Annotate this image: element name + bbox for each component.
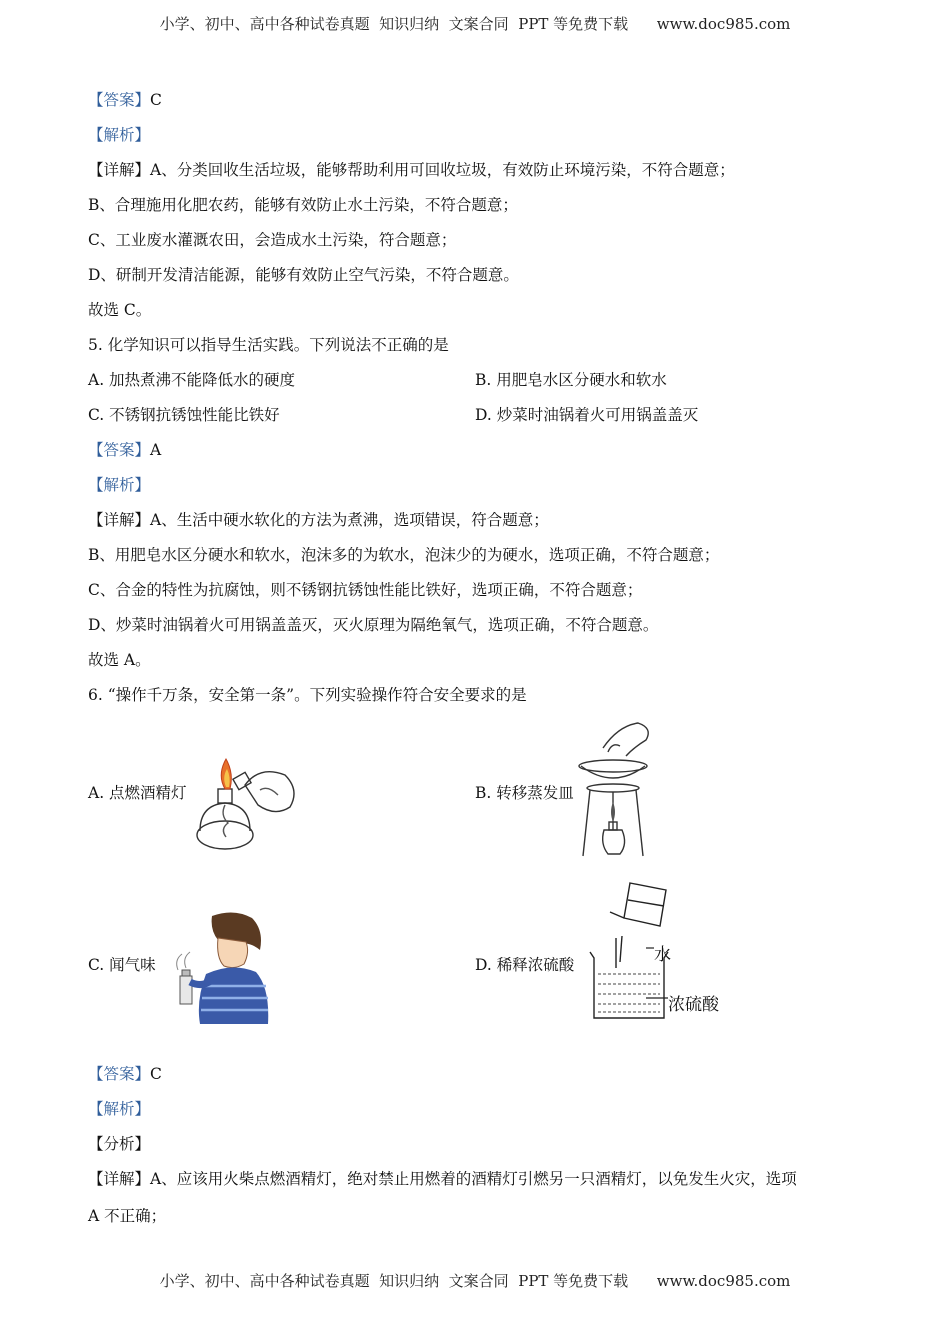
smell-gas-figure bbox=[172, 908, 272, 1026]
footer-text: 小学、初中、高中各种试卷真题 知识归纳 文案合同 PPT 等免费下载 bbox=[159, 1272, 629, 1290]
answer-tag: 【答案】 bbox=[88, 441, 151, 459]
q5-option-b: B. 用肥皂水区分硬水和软水 bbox=[475, 371, 667, 389]
q5-detail-line: C、合金的特性为抗腐蚀，则不锈钢抗锈蚀性能比铁好，选项正确，不符合题意； bbox=[88, 581, 643, 599]
water-label: 水 bbox=[654, 945, 671, 965]
detail-tag: 【详解】 bbox=[88, 161, 151, 179]
evaporating-dish-figure bbox=[578, 718, 658, 860]
detail-tag: 【详解】 bbox=[88, 511, 151, 529]
q4-detail-line: C、工业废水灌溉农田，会造成水土污染，符合题意； bbox=[88, 231, 457, 249]
q4-detail-line: B、合理施用化肥农药，能够有效防止水土污染，不符合题意； bbox=[88, 196, 518, 214]
q5-detail-line: B、用肥皂水区分硬水和软水，泡沫多的为软水，泡沫少的为硬水，选项正确，不符合题意； bbox=[88, 546, 720, 564]
q4-conclusion: 故选 C。 bbox=[88, 301, 152, 319]
detail-tag: 【详解】 bbox=[88, 1170, 151, 1188]
answer-value: C bbox=[150, 91, 162, 109]
q5-conclusion: 故选 A。 bbox=[88, 651, 151, 669]
q4-analysis-tag: 【解析】 bbox=[88, 126, 151, 144]
q6-answer bbox=[88, 1064, 162, 1084]
q5-stem: 5. 化学知识可以指导生活实践。下列说法不正确的是 bbox=[88, 336, 449, 354]
q4-detail-line: D、研制开发清洁能源，能够有效防止空气污染，不符合题意。 bbox=[88, 266, 519, 284]
footer-site: www.doc985.com bbox=[656, 1272, 791, 1290]
q6-option-c: C. 闻气味 bbox=[88, 956, 156, 974]
q6-detail-line bbox=[88, 1169, 797, 1189]
page-header bbox=[0, 13, 950, 34]
q5-answer bbox=[88, 440, 161, 460]
q5-option-c: C. 不锈钢抗锈蚀性能比铁好 bbox=[88, 406, 280, 424]
answer-tag: 【答案】 bbox=[88, 91, 151, 109]
detail-text: A、分类回收生活垃圾，能够帮助利用可回收垃圾，有效防止环境污染，不符合题意； bbox=[150, 161, 735, 179]
q4-answer bbox=[88, 90, 162, 110]
page-footer bbox=[0, 1270, 950, 1291]
acid-label: 浓硫酸 bbox=[668, 995, 719, 1015]
q5-detail-line bbox=[88, 510, 549, 530]
dilute-acid-figure bbox=[580, 878, 725, 1023]
answer-tag: 【答案】 bbox=[88, 1065, 151, 1083]
q5-analysis-tag: 【解析】 bbox=[88, 476, 151, 494]
header-site: www.doc985.com bbox=[656, 15, 791, 33]
q6-analysis2-tag: 【分析】 bbox=[88, 1135, 151, 1153]
alcohol-lamp-figure bbox=[190, 745, 305, 855]
q6-analysis-tag: 【解析】 bbox=[88, 1100, 151, 1118]
q4-detail-line bbox=[88, 160, 735, 180]
q5-detail-line: D、炒菜时油锅着火可用锅盖盖灭，灭火原理为隔绝氧气，选项正确，不符合题意。 bbox=[88, 616, 659, 634]
q5-option-a: A. 加热煮沸不能降低水的硬度 bbox=[88, 371, 296, 389]
q6-detail-line: A 不正确； bbox=[88, 1207, 167, 1225]
q6-option-d: D. 稀释浓硫酸 bbox=[475, 956, 575, 974]
answer-value: A bbox=[150, 441, 162, 459]
header-text: 小学、初中、高中各种试卷真题 知识归纳 文案合同 PPT 等免费下载 bbox=[159, 15, 629, 33]
q6-option-b: B. 转移蒸发皿 bbox=[475, 784, 574, 802]
detail-text: A、生活中硬水软化的方法为煮沸，选项错误，符合题意； bbox=[150, 511, 549, 529]
answer-value: C bbox=[150, 1065, 162, 1083]
q5-option-d: D. 炒菜时油锅着火可用锅盖盖灭 bbox=[475, 406, 699, 424]
q6-stem: 6. “操作千万条，安全第一条”。下列实验操作符合安全要求的是 bbox=[88, 686, 527, 704]
detail-text: A、应该用火柴点燃酒精灯，绝对禁止用燃着的酒精灯引燃另一只酒精灯，以免发生火灾，选项 bbox=[150, 1170, 797, 1188]
q6-option-a: A. 点燃酒精灯 bbox=[88, 784, 187, 802]
